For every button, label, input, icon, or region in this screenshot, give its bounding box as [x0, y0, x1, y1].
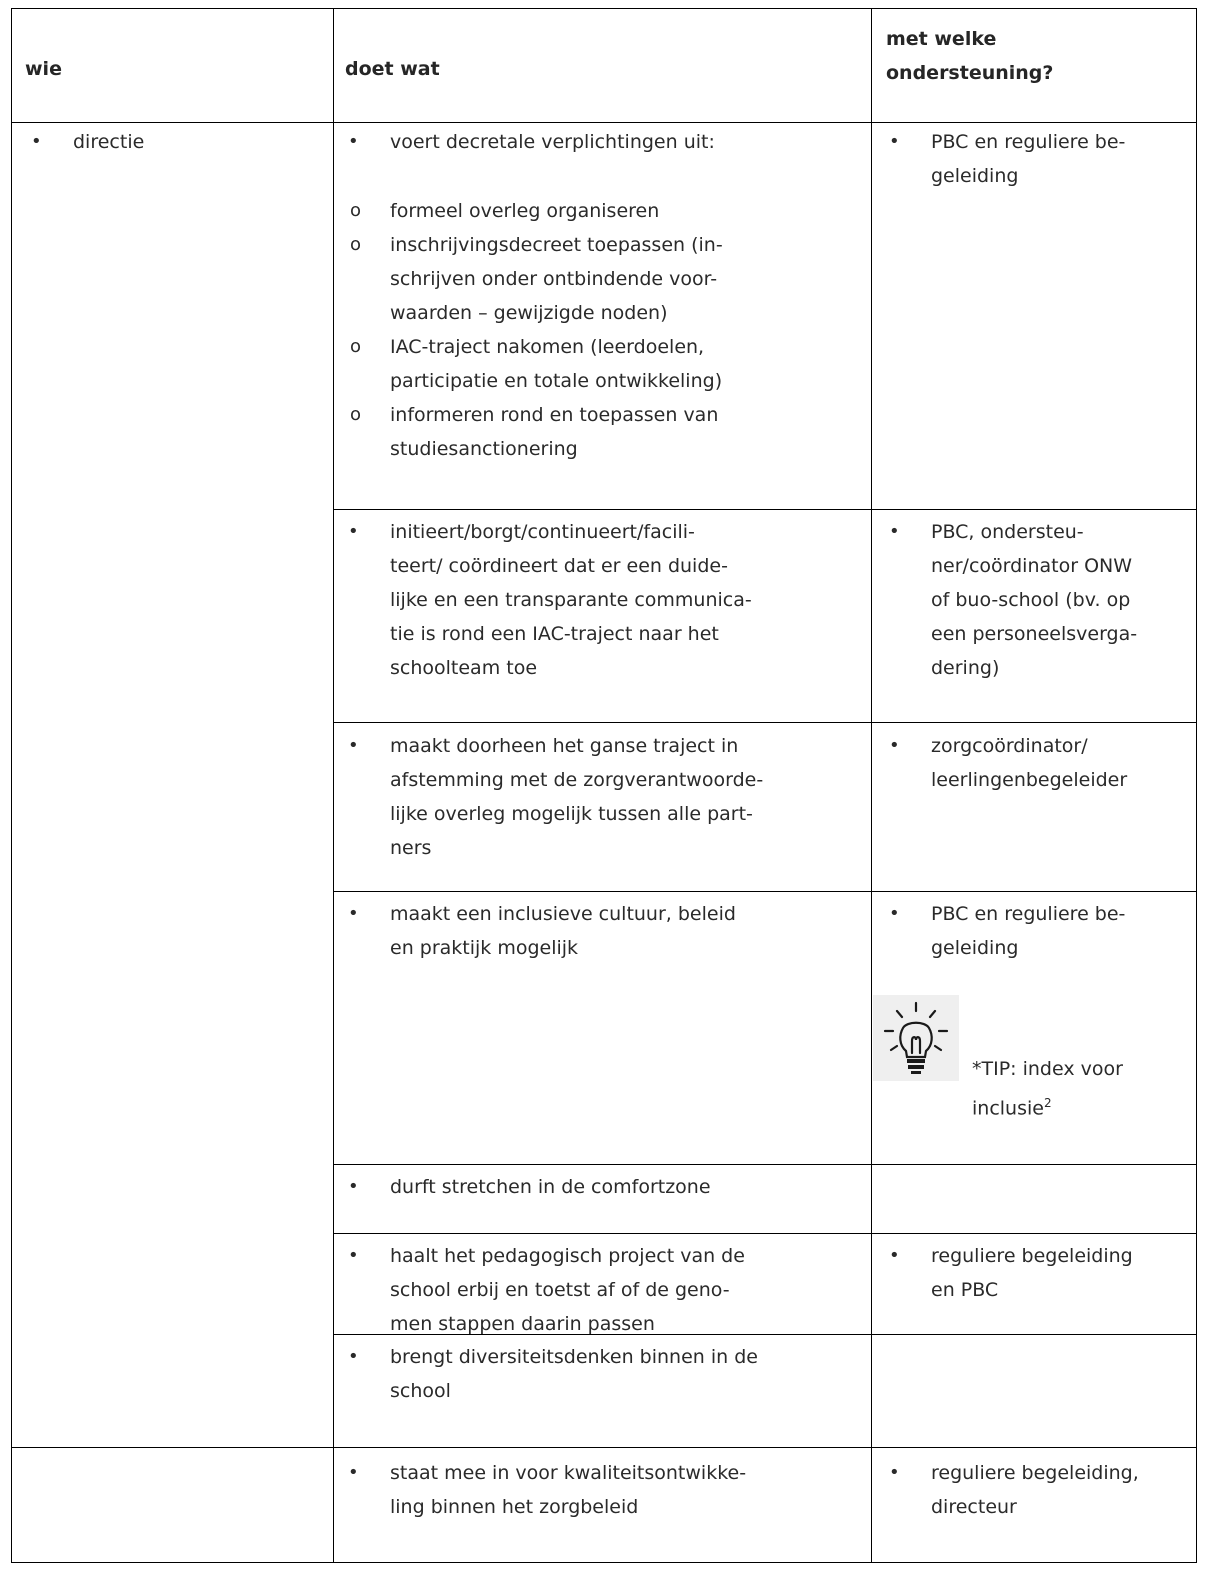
- met-item: [931, 729, 1127, 797]
- met-line: of buo-school (bv. op: [931, 589, 1131, 611]
- doet-line: lijke en een transparante communica-: [390, 589, 752, 611]
- doet-intro: • voert decretale verplichtingen uit:: [390, 125, 715, 159]
- doet-line: afstemming met de zorgverantwoorde-: [390, 769, 764, 791]
- doet-line: lijke overleg mogelijk tussen alle part-: [390, 803, 753, 825]
- met-line: leerlingenbegeleider: [931, 769, 1128, 791]
- met-line: en PBC: [931, 1279, 999, 1301]
- met-line: geleiding: [931, 165, 1019, 187]
- doet-line: tie is rond een IAC-traject naar het: [390, 623, 719, 645]
- doet-item: [390, 1456, 746, 1524]
- doet-line: ling binnen het zorgbeleid: [390, 1496, 639, 1518]
- header-ondersteuning: ondersteuning?: [886, 62, 1054, 84]
- met-line: • zorgcoördinator/: [931, 735, 1088, 757]
- sub-item: [390, 398, 718, 466]
- row-divider: [333, 1164, 1197, 1165]
- doet-item: [390, 729, 763, 865]
- row-divider: [11, 1447, 1197, 1448]
- tip-text: [972, 1052, 1123, 1125]
- doet-line: teert/ coördineert dat er een duide-: [390, 555, 728, 577]
- met-line: • reguliere begeleiding: [931, 1245, 1133, 1267]
- doet-line: school erbij en toetst af of de geno-: [390, 1279, 730, 1301]
- tip-line: [972, 1086, 1123, 1125]
- met-item: [931, 125, 1125, 193]
- lightbulb-icon: [873, 995, 959, 1081]
- doet-item: [390, 897, 736, 965]
- sub-item: [390, 228, 723, 330]
- doet-item: [390, 1340, 758, 1408]
- met-line: een personeelsverga-: [931, 623, 1138, 645]
- doet-line: • haalt het pedagogisch project van de: [390, 1245, 745, 1267]
- sub-line: waarden – gewijzigde noden): [390, 302, 668, 324]
- doet-line: • staat mee in voor kwaliteitsontwikke-: [390, 1462, 747, 1484]
- met-item: [931, 897, 1125, 965]
- met-line: • PBC en reguliere be-: [931, 903, 1126, 925]
- sub-line: o formeel overleg organiseren: [390, 200, 660, 222]
- met-item: [931, 1239, 1133, 1307]
- footnote-ref[interactable]: 2: [1043, 1096, 1052, 1110]
- met-line: • PBC, ondersteu-: [931, 521, 1084, 543]
- doet-line: • brengt diversiteitsdenken binnen in de: [390, 1346, 758, 1368]
- met-line: dering): [931, 657, 1000, 679]
- tip-inclusie: inclusie: [972, 1097, 1044, 1120]
- tip-line: *TIP: index voor: [972, 1058, 1123, 1080]
- met-line: directeur: [931, 1496, 1017, 1518]
- row-divider: [333, 891, 1197, 892]
- row-divider: [333, 722, 1197, 723]
- header-doet-wat: doet wat: [345, 58, 440, 80]
- doet-line: • maakt een inclusieve cultuur, beleid: [390, 903, 736, 925]
- column-divider: [871, 8, 872, 1563]
- doet-item: [390, 1239, 745, 1341]
- met-item: [931, 515, 1137, 685]
- sub-item: [390, 194, 659, 228]
- row-divider: [333, 1233, 1197, 1234]
- table-border-bottom: [11, 1562, 1197, 1563]
- table-border-left: [11, 8, 12, 1563]
- doet-line: en praktijk mogelijk: [390, 937, 579, 959]
- met-line: ner/coördinator ONW: [931, 555, 1133, 577]
- sub-item: [390, 330, 722, 398]
- doet-line: men stappen daarin passen: [390, 1313, 655, 1335]
- sub-line: participatie en totale ontwikkeling): [390, 370, 723, 392]
- doet-line: • initieert/borgt/continueert/facili-: [390, 521, 695, 543]
- wie-directie: • directie: [73, 125, 144, 159]
- sub-line: o informeren rond en toepassen van: [390, 404, 719, 426]
- doet-line: • maakt doorheen het ganse traject in: [390, 735, 739, 757]
- met-line: • PBC en reguliere be-: [931, 131, 1126, 153]
- doet-item: [390, 1170, 711, 1204]
- met-line: • reguliere begeleiding,: [931, 1462, 1139, 1484]
- doet-line: schoolteam toe: [390, 657, 538, 679]
- sub-line: schrijven onder ontbindende voor-: [390, 268, 718, 290]
- header-met-welke: met welke: [886, 28, 997, 50]
- table-border-top: [11, 8, 1197, 9]
- sub-line: o inschrijvingsdecreet toepassen (in-: [390, 234, 723, 256]
- doet-line: • durft stretchen in de comfortzone: [390, 1176, 711, 1198]
- doet-line: ners: [390, 837, 432, 859]
- doet-item: [390, 515, 752, 685]
- row-divider: [333, 509, 1197, 510]
- header-divider: [11, 122, 1197, 123]
- doet-line: school: [390, 1380, 451, 1402]
- met-line: geleiding: [931, 937, 1019, 959]
- header-wie: wie: [25, 58, 62, 80]
- met-item: [931, 1456, 1139, 1524]
- table-border-right: [1196, 8, 1197, 1563]
- sub-line: studiesanctionering: [390, 438, 578, 460]
- column-divider: [333, 8, 334, 1563]
- sub-line: o IAC-traject nakomen (leerdoelen,: [390, 336, 705, 358]
